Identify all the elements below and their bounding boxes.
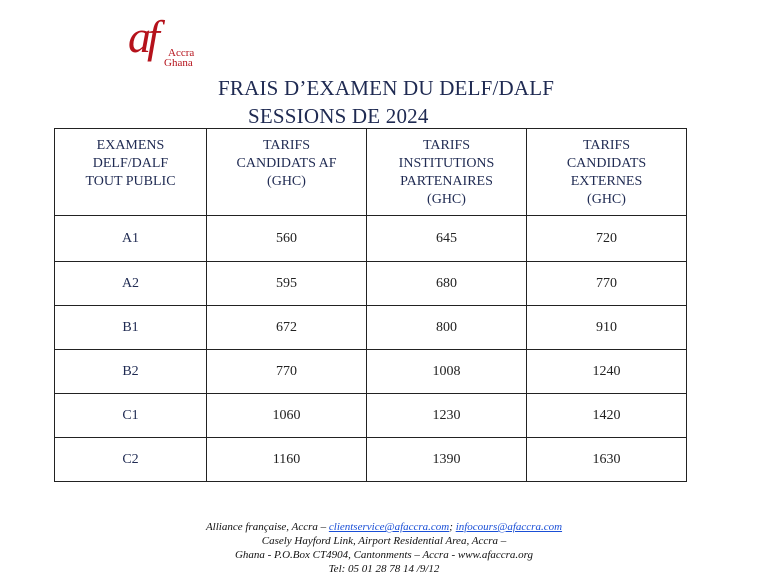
af-fee-cell: 1060 xyxy=(207,394,367,438)
exam-level-cell: C1 xyxy=(55,394,207,438)
table-row xyxy=(55,306,687,350)
af-fee-cell: 560 xyxy=(207,216,367,262)
footer xyxy=(0,520,768,576)
exam-level-cell: B1 xyxy=(55,306,207,350)
partner-fee-cell: 680 xyxy=(367,262,527,306)
footer-separator: ; xyxy=(449,521,456,533)
email-link-infocours[interactable]: infocours@afaccra.com xyxy=(455,521,563,533)
external-fee-cell: 1420 xyxy=(527,394,687,438)
column-header: TARIFS CANDIDATS EXTERNES (GHC) xyxy=(527,129,687,216)
column-header: TARIFS CANDIDATS AF (GHC) xyxy=(207,129,367,216)
email-link-clientservice[interactable]: clientservice@afaccra.com xyxy=(328,521,450,533)
exam-level-cell: B2 xyxy=(55,350,207,394)
partner-fee-cell: 645 xyxy=(367,216,527,262)
footer-line-contacts xyxy=(0,520,768,534)
partner-fee-cell: 1008 xyxy=(367,350,527,394)
footer-line-phone: Tel: 05 01 28 78 14 /9/12 xyxy=(328,563,440,575)
table-row xyxy=(55,350,687,394)
logo-city: Accra xyxy=(168,47,195,59)
column-header: TARIFS INSTITUTIONS PARTENAIRES (GHC) xyxy=(367,129,527,216)
footer-line-po-box: Ghana - P.O.Box CT4904, Cantonments – Accra - www.afaccra.org xyxy=(234,549,534,561)
footer-org: Alliance française, Accra – xyxy=(205,521,329,533)
external-fee-cell: 770 xyxy=(527,262,687,306)
af-fee-cell: 595 xyxy=(207,262,367,306)
page-subtitle: SESSIONS DE 2024 xyxy=(248,104,429,128)
column-header: EXAMENS DELF/DALF TOUT PUBLIC xyxy=(55,129,207,216)
table-row xyxy=(55,394,687,438)
partner-fee-cell: 800 xyxy=(367,306,527,350)
partner-fee-cell: 1230 xyxy=(367,394,527,438)
table-row xyxy=(55,216,687,262)
external-fee-cell: 720 xyxy=(527,216,687,262)
logo-country: Ghana xyxy=(164,57,193,69)
table-row xyxy=(55,438,687,482)
footer-line-address: Casely Hayford Link, Airport Residential Area, Accra – xyxy=(261,535,507,547)
exam-level-cell: C2 xyxy=(55,438,207,482)
page-title: FRAIS D’EXAMEN DU DELF/DALF xyxy=(218,76,555,100)
external-fee-cell: 1630 xyxy=(527,438,687,482)
table-header-row xyxy=(55,129,687,216)
alliance-francaise-logo xyxy=(128,11,208,74)
external-fee-cell: 910 xyxy=(527,306,687,350)
logo-mark: af xyxy=(128,11,156,62)
exam-level-cell: A2 xyxy=(55,262,207,306)
table-body xyxy=(55,216,687,482)
af-fee-cell: 1160 xyxy=(207,438,367,482)
af-fee-cell: 672 xyxy=(207,306,367,350)
af-fee-cell: 770 xyxy=(207,350,367,394)
external-fee-cell: 1240 xyxy=(527,350,687,394)
partner-fee-cell: 1390 xyxy=(367,438,527,482)
table-row xyxy=(55,262,687,306)
exam-level-cell: A1 xyxy=(55,216,207,262)
exam-fees-table xyxy=(54,128,687,482)
